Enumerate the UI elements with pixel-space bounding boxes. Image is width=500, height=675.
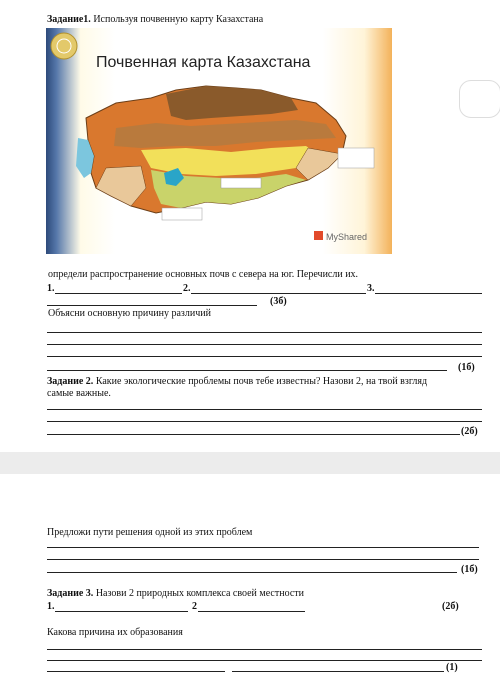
page-separator [0, 452, 500, 474]
task1-question2: Объясни основную причину различий [48, 308, 211, 319]
task2-heading [47, 377, 427, 387]
side-button[interactable] [459, 80, 500, 118]
answer-line-10[interactable] [47, 421, 482, 422]
answer-number-2: 2. [183, 283, 191, 294]
answer-line-16[interactable] [198, 611, 305, 612]
answer-line-18[interactable] [47, 660, 482, 661]
answer-line-4[interactable] [47, 305, 257, 306]
task3-number-2: 2 [192, 601, 197, 612]
map-legend-box [221, 178, 261, 188]
task1-text: Используя почвенную карту Казахстана [93, 14, 264, 25]
task1-heading [47, 15, 263, 25]
task3-number-1: 1. [47, 601, 55, 612]
globe-logo-icon [51, 33, 77, 59]
answer-number-1: 1. [47, 283, 55, 294]
task3-question: Какова причина их образования [47, 627, 183, 638]
task2-text-cont: самые важные. [47, 388, 111, 399]
task3-score2: (1) [446, 662, 458, 673]
answer-line-6[interactable] [47, 344, 482, 345]
soil-map-image [46, 28, 392, 254]
map-legend-box [338, 148, 374, 168]
answer-line-5[interactable] [47, 332, 482, 333]
page2-score: (1б) [461, 564, 478, 575]
watermark: MyShared [326, 232, 368, 242]
answer-line-2[interactable] [191, 293, 366, 294]
page2-question: Предложи пути решения одной из этих проблем [47, 527, 253, 538]
task2-text: Какие экологические проблемы почв тебе известны? Назови 2, на твой взгляд [95, 376, 428, 387]
answer-line-19[interactable] [47, 671, 225, 672]
answer-line-8[interactable] [47, 370, 447, 371]
map-legend-box [162, 208, 202, 220]
answer-line-13[interactable] [47, 559, 479, 560]
task3-text: Назови 2 природных комплекса своей местности [95, 588, 304, 599]
answer-line-14[interactable] [47, 572, 457, 573]
task1-label: Задание1. [47, 14, 91, 25]
task2-label: Задание 2. [47, 376, 94, 387]
answer-line-12[interactable] [47, 547, 479, 548]
task3-score: (2б) [442, 601, 459, 612]
answer-line-9[interactable] [47, 409, 482, 410]
task3-label: Задание 3. [47, 588, 94, 599]
task1-instruction: определи распространение основных почв с севера на юг. Перечисли их. [48, 269, 359, 280]
task1-score: (3б) [270, 296, 287, 307]
answer-number-3: 3. [367, 283, 375, 294]
answer-line-3[interactable] [375, 293, 482, 294]
map-title: Почвенная карта Казахстана [96, 54, 311, 71]
answer-line-20[interactable] [232, 671, 444, 672]
answer-line-1[interactable] [55, 293, 182, 294]
answer-line-17[interactable] [47, 649, 482, 650]
answer-line-7[interactable] [47, 356, 482, 357]
answer-line-15[interactable] [55, 611, 188, 612]
answer-line-11[interactable] [47, 434, 460, 435]
myshared-logo-icon [314, 231, 323, 240]
task1-score2: (1б) [458, 362, 475, 373]
task2-score: (2б) [461, 426, 478, 437]
task3-heading [47, 589, 304, 599]
